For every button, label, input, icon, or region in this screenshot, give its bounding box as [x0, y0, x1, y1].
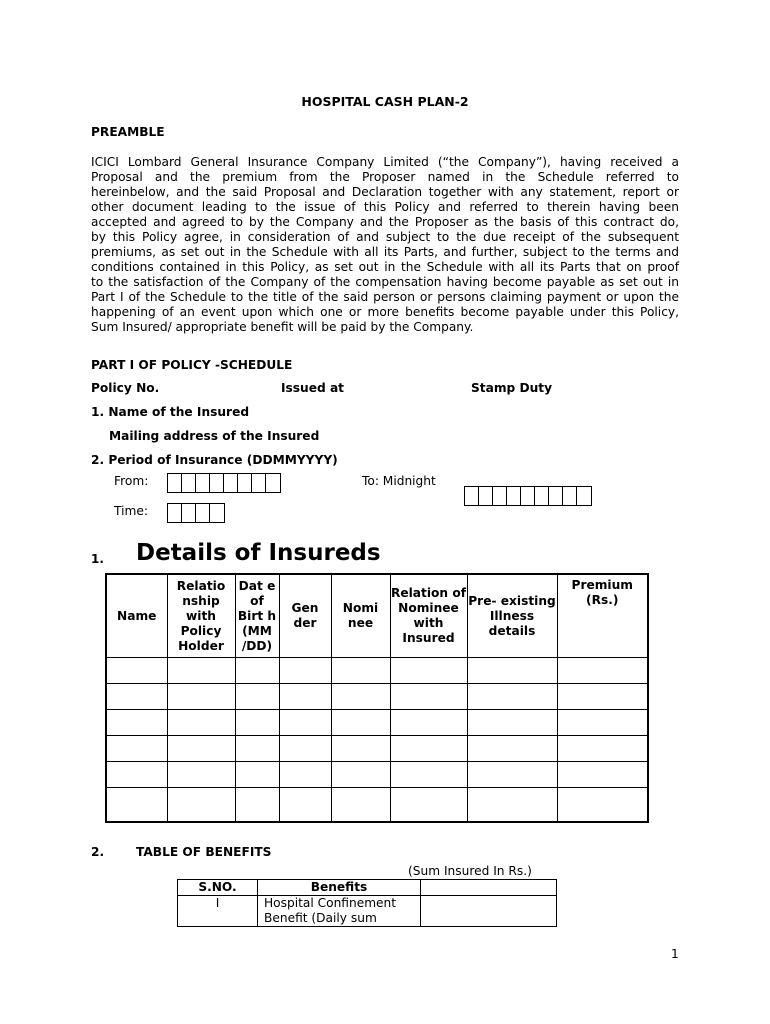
- issued-at-label: Issued at: [281, 381, 345, 395]
- table-row: [106, 736, 648, 762]
- table-row: [106, 788, 648, 823]
- to-midnight-label: To: Midnight: [362, 474, 436, 488]
- preamble-heading: PREAMBLE: [91, 125, 165, 139]
- table-row: [106, 658, 648, 684]
- period-of-insurance-label: 2. Period of Insurance (DDMMYYYY): [91, 453, 338, 467]
- preamble-line: Proposal and the premium from the Proposer named in the Schedule referred to: [91, 170, 679, 184]
- col-date-of-birth: [235, 574, 279, 658]
- sum-insured-note: (Sum Insured In Rs.): [408, 864, 532, 878]
- table-row: [106, 684, 648, 710]
- to-date-boxes[interactable]: [464, 486, 592, 506]
- benefits-table: [177, 879, 557, 927]
- col-gender: Gen der: [279, 574, 331, 658]
- dob-header-text: Dat e of Birt h (MM /DD): [237, 578, 277, 653]
- stamp-duty-label: Stamp Duty: [471, 381, 553, 395]
- benefits-header-row: [178, 880, 557, 896]
- preamble-line: to the satisfaction of the Company of the compensation having become payable as set out in: [91, 275, 679, 289]
- table-row: [178, 896, 557, 927]
- mailing-address-label: Mailing address of the Insured: [109, 429, 320, 443]
- col-relationship: Relatio nship with Policy Holder: [167, 574, 235, 658]
- preamble-line: conditions contained in this Policy, as set out in the Schedule with all its Parts that on proof: [91, 260, 679, 274]
- preamble-line: by this Policy agree, in consideration of and subject to the due receipt of the subsequent: [91, 230, 679, 244]
- table-row: [106, 710, 648, 736]
- col-nominee-relation: Relation of Nominee with Insured: [390, 574, 467, 658]
- insureds-table: [105, 573, 649, 823]
- benefit-name: Hospital Confinement Benefit (Daily sum: [258, 896, 421, 927]
- time-boxes[interactable]: [167, 503, 225, 523]
- benefit-amount[interactable]: [421, 896, 557, 927]
- preamble-line: Sum Insured/ appropriate benefit will be paid by the Company.: [91, 320, 474, 334]
- insured-name-label: 1. Name of the Insured: [91, 405, 250, 419]
- preamble-line: ICICI Lombard General Insurance Company Limited (“the Company”), having received a: [91, 155, 679, 169]
- policy-no-label: Policy No.: [91, 381, 160, 395]
- preamble-line: premiums, as set out in the Schedule with all its Parts, and further, subject to the terms and: [91, 245, 679, 259]
- from-date-boxes[interactable]: [167, 473, 281, 493]
- col-premium: Premium (Rs.): [557, 574, 648, 658]
- preamble-line: accepted and agreed to by the Company and the Proposer as the basis of this contract do,: [91, 215, 679, 229]
- section-1-title: Details of Insureds: [136, 540, 381, 566]
- section-2-number: 2.: [91, 845, 105, 859]
- preamble-line: hereinbelow, and the said Proposal and Declaration together with any statement, report or: [91, 185, 679, 199]
- col-amount: [421, 880, 557, 896]
- section-1-number: 1.: [91, 552, 104, 566]
- col-name: Name: [106, 574, 167, 658]
- from-label: From:: [114, 474, 149, 488]
- page-number: 1: [671, 947, 679, 961]
- col-benefits: Benefits: [258, 880, 421, 896]
- preamble-line: Part I of the Schedule to the title of the said person or persons claiming payment or upon the: [91, 290, 679, 304]
- benefit-sno: I: [178, 896, 258, 927]
- preamble-paragraph: [91, 155, 679, 335]
- document-title: HOSPITAL CASH PLAN-2: [301, 94, 469, 109]
- preamble-line: happening of an event upon which one or more benefits become payable under this Policy,: [91, 305, 679, 319]
- time-label: Time:: [114, 504, 148, 518]
- schedule-heading: PART I OF POLICY -SCHEDULE: [91, 358, 293, 372]
- col-sno: S.NO.: [178, 880, 258, 896]
- insureds-header-row: [106, 574, 648, 658]
- section-2-title: TABLE OF BENEFITS: [136, 845, 272, 859]
- col-nominee: Nomi nee: [331, 574, 390, 658]
- table-row: [106, 762, 648, 788]
- col-pre-existing: Pre- existing Illness details: [467, 574, 557, 658]
- preamble-line: other document leading to the issue of this Policy and referred to therein having been: [91, 200, 679, 214]
